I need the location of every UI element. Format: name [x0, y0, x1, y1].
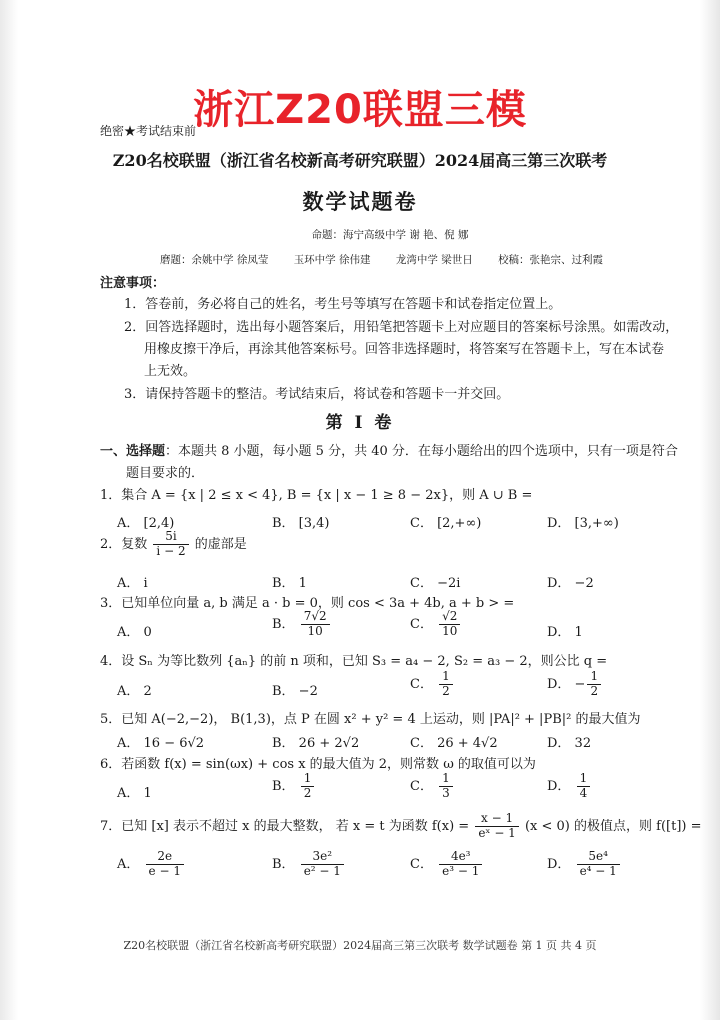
q2-denominator: i − 2	[156, 543, 186, 558]
q6-c-numerator: 1	[439, 772, 453, 787]
q3-b-label: B．	[272, 616, 295, 632]
q6-c-denominator: 3	[442, 785, 450, 800]
q3-b-fraction	[301, 610, 330, 639]
q7-d-numerator: 5e⁴	[577, 850, 620, 865]
notice-item: 3．请保持答题卡的整洁。考试结束后，将试卷和答题卡一并交回。	[124, 387, 510, 402]
q2-pre: 2．复数	[100, 536, 148, 552]
q2-post: 的虚部是	[194, 536, 247, 552]
q6-b-label: B．	[272, 778, 295, 794]
q7-c-label: C．	[410, 856, 433, 872]
question-3-stem: 3．已知单位向量 a, b 满足 a · b = 0，则 cos < 3a + 4b, a + b > =	[100, 596, 515, 611]
volume-heading: 第 I 卷	[325, 413, 395, 433]
q3-option-b	[272, 610, 332, 639]
q6-c-fraction	[439, 772, 453, 801]
q3-b-numerator: 7√2	[301, 610, 330, 625]
q6-option-b	[272, 772, 316, 801]
q6-d-denominator: 4	[579, 785, 588, 800]
paper-title: 数学试题卷	[302, 189, 418, 214]
q6-d-label: D．	[547, 778, 571, 794]
review-credits	[160, 252, 603, 267]
q1-option-c: C． [2,+∞)	[410, 516, 482, 531]
reviewer-3: 龙湾中学 梁世日	[395, 254, 473, 266]
q4-option-d	[547, 670, 603, 699]
section-heading	[100, 440, 678, 459]
notice-item: 2．回答选择题时，选出每小题答案后，用铅笔把答题卡上对应题目的答案标号涂黑。如需改动，	[124, 320, 679, 335]
q3-option-d: D． 1	[547, 625, 583, 640]
q1-option-b: B． [3,4)	[272, 516, 330, 531]
q7-c-fraction	[439, 850, 482, 879]
q4-d-numerator: 1	[587, 670, 601, 685]
q7-pre: 7．已知 [x] 表示不超过 x 的最大整数， 若 x = t 为函数 f(x) =	[100, 818, 470, 834]
q4-d-denominator: 2	[590, 683, 599, 698]
q5-option-a: A． 16 − 6√2	[117, 736, 205, 751]
question-2-stem	[100, 530, 247, 559]
q6-option-d	[547, 772, 592, 801]
notice-item: 用橡皮擦干净后，再涂其他答案标号。回答非选择题时，将答案写在答题卡上，写在本试卷	[144, 342, 665, 357]
question-4-stem: 4．设 Sₙ 为等比数列 {aₙ} 的前 n 项和，已知 S₃ = a₄ − 2, S₂ = a₃ − 2，则公比 q =	[100, 654, 608, 669]
reviewer-1: 磨题：余姚中学 徐凤莹	[160, 254, 269, 266]
q3-b-denominator: 10	[307, 623, 323, 638]
reviewer-2: 玉环中学 徐伟建	[293, 254, 371, 266]
section-text-cont: 题目要求的．	[126, 466, 205, 481]
q6-option-a: A． 1	[117, 786, 152, 801]
q2-option-d: D． −2	[547, 576, 594, 591]
q4-option-a: A． 2	[117, 684, 152, 699]
q4-d-fraction	[587, 670, 601, 699]
q6-b-denominator: 2	[303, 785, 312, 800]
q3-c-denominator: 10	[442, 623, 458, 638]
q3-c-fraction	[439, 610, 460, 639]
q7-post: (x < 0) 的极值点，则 f([t]) =	[524, 818, 702, 834]
q6-d-fraction	[577, 772, 591, 801]
q3-option-c	[410, 610, 462, 639]
q7-d-label: D．	[547, 856, 571, 872]
q7-fraction	[475, 812, 519, 841]
q7-a-numerator: 2e	[146, 850, 184, 865]
exam-title: Z20名校联盟（浙江省名校新高考研究联盟）2024届高三第三次联考	[112, 151, 608, 170]
proofreader: 校稿：张艳宗、过利霞	[498, 254, 604, 266]
question-6-stem: 6．若函数 f(x) = sin(ωx) + cos x 的最大值为 2，则常数 ω 的取值可以为	[100, 757, 536, 772]
q6-b-fraction	[301, 772, 315, 801]
q7-denominator: eˣ − 1	[478, 825, 516, 840]
q4-d-label: D． −	[547, 676, 586, 692]
q4-option-b: B． −2	[272, 684, 318, 699]
q7-option-b	[272, 850, 346, 879]
q7-numerator: x − 1	[475, 812, 519, 827]
q6-option-c	[410, 772, 455, 801]
q4-c-numerator: 1	[439, 670, 453, 685]
q3-c-label: C．	[410, 616, 433, 632]
q3-option-a: A． 0	[117, 625, 152, 640]
confidential-mark: 绝密★考试结束前	[100, 124, 197, 138]
q7-a-label: A．	[117, 856, 140, 872]
q4-c-label: C．	[410, 676, 433, 692]
question-1-stem: 1．集合 A = {x | 2 ≤ x < 4}, B = {x | x − 1 ≥ 8 − 2x}，则 A ∪ B =	[100, 488, 533, 503]
q6-d-numerator: 1	[577, 772, 591, 787]
q7-b-fraction	[301, 850, 344, 879]
q7-a-denominator: e − 1	[148, 863, 181, 878]
q3-c-numerator: √2	[439, 610, 460, 625]
banner-title: 浙江Z20联盟三模	[193, 87, 527, 133]
q7-c-denominator: e³ − 1	[442, 863, 480, 878]
author-credit: 命题：海宁高级中学 谢 艳、倪 娜	[311, 229, 469, 241]
q7-option-d	[547, 850, 622, 879]
q7-d-fraction	[577, 850, 620, 879]
q7-c-numerator: 4e³	[439, 850, 482, 865]
notice-item: 上无效。	[144, 364, 197, 379]
notice-heading: 注意事项：	[100, 276, 166, 291]
question-5-stem: 5．已知 A(−2,−2)， B(1,3)，点 P 在圆 x² + y² = 4 上运动，则 |PA|² + |PB|² 的最大值为	[100, 712, 641, 727]
q5-option-c: C． 26 + 4√2	[410, 736, 498, 751]
section-label: 一、选择题	[100, 444, 166, 459]
q2-option-a: A． i	[117, 576, 148, 591]
q7-d-denominator: e⁴ − 1	[579, 863, 617, 878]
q7-b-numerator: 3e²	[301, 850, 344, 865]
q7-option-c	[410, 850, 484, 879]
q7-b-label: B．	[272, 856, 295, 872]
q7-option-a	[117, 850, 186, 879]
question-7-stem	[100, 812, 702, 841]
notice-item: 1．答卷前，务必将自己的姓名，考生号等填写在答题卡和试卷指定位置上。	[124, 297, 562, 312]
q2-numerator: 5i	[153, 530, 188, 545]
q6-c-label: C．	[410, 778, 433, 794]
q2-fraction	[153, 530, 188, 559]
q7-a-fraction	[146, 850, 184, 879]
section-text: ：本题共 8 小题，每小题 5 分，共 40 分．在每小题给出的四个选项中，只有一项是符合	[165, 444, 678, 459]
q4-option-c	[410, 670, 455, 699]
q4-c-denominator: 2	[442, 683, 450, 698]
q6-b-numerator: 1	[301, 772, 315, 787]
q5-option-d: D． 32	[547, 736, 592, 751]
page-footer: Z20名校联盟（浙江省名校新高考研究联盟）2024届高三第三次联考 数学试题卷 第 1 页 共 4 页	[123, 939, 597, 952]
q7-b-denominator: e² − 1	[303, 863, 341, 878]
q2-option-b: B． 1	[272, 576, 307, 591]
q2-option-c: C． −2i	[410, 576, 461, 591]
q1-option-d: D． [3,+∞)	[547, 516, 619, 531]
q4-c-fraction	[439, 670, 453, 699]
q1-option-a: A． [2,4)	[117, 516, 175, 531]
q5-option-b: B． 26 + 2√2	[272, 736, 360, 751]
